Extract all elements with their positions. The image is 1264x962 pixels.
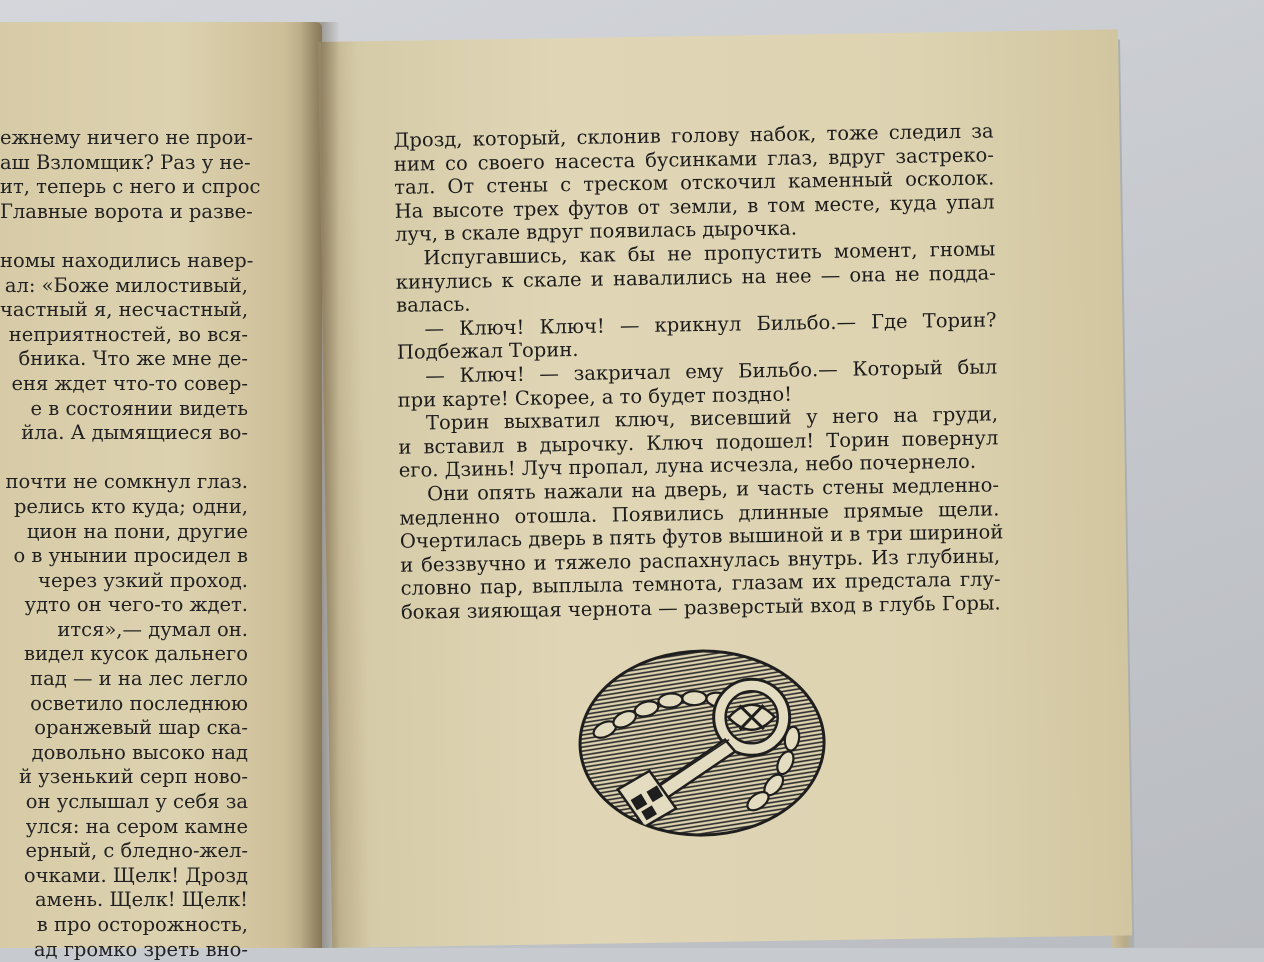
left-text-line: Главные ворота и разве- <box>0 199 253 223</box>
left-text-line: довольно высоко над <box>31 740 248 764</box>
left-text-line: почти не сомкнул глаз. <box>5 470 248 494</box>
left-page <box>0 22 322 961</box>
right-text-line: На высоте трех футов от земли, в том месте, куда упал <box>394 190 995 223</box>
left-text-line: улся: на сером камне <box>25 814 248 838</box>
left-text-line: йла. А дымящиеся во- <box>21 421 248 445</box>
left-text-line: в про осторожность, <box>36 913 248 936</box>
left-text-line: очками. Щелк! Дрозд <box>23 863 248 887</box>
left-text-line: через узкий проход. <box>38 568 248 592</box>
left-text-line: цион на пони, другие <box>26 519 248 543</box>
right-text-line: Дрозд, который, склонив голову набок, тоже следил за <box>393 119 994 152</box>
left-page-text <box>0 126 261 962</box>
left-text-line: ится»,— думал он. <box>57 617 248 641</box>
left-text-line: аш Взломщик? Раз у не- <box>0 150 251 174</box>
left-text-line: й узенький серп ново- <box>18 765 248 789</box>
left-text-line: пад — и на лес легло <box>30 667 248 691</box>
left-text-line: ежнему ничего не прои- <box>0 126 253 149</box>
left-text-line: бника. Что же мне де- <box>18 347 248 371</box>
right-text-line: бокая зияющая чернота — разверстый вход в глубь Горы. <box>400 591 1001 624</box>
left-text-line: релись кто куда; одни, <box>13 494 248 518</box>
key-chain-emblem-icon <box>576 646 829 840</box>
right-text-line: Подбежал Торин. <box>396 338 579 365</box>
left-text-line: о в унынии просидел в <box>13 544 248 568</box>
left-text-line: ал: «Боже милостивый, <box>4 273 248 297</box>
left-text-line: видел кусок дальнего <box>24 642 248 666</box>
right-text-line: кинулись к скале и навалились на нее — она не подда- <box>395 260 996 294</box>
right-text-line: его. Дзинь! Луч пропал, луна исчезла, небо почернело. <box>398 450 977 483</box>
left-text-line: ерный, с бледно-жел- <box>25 839 248 863</box>
left-text-line: он услышал у себя за <box>25 790 248 814</box>
right-page-text <box>393 119 1004 624</box>
right-text-line: луч, в скале вдруг появилась дырочка. <box>394 216 798 247</box>
left-text-line: оранжевый шар ска- <box>34 716 248 740</box>
book-gutter <box>300 22 340 948</box>
right-text-line: — Ключ! Ключ! — крикнул Бильбо.— Где Торин? <box>424 308 997 341</box>
left-text-line: ад громко зреть вно- <box>33 937 248 961</box>
left-text-line: неприятностей, во вся- <box>8 322 248 346</box>
right-text-line: Очертилась дверь в пять футов вышиной и в три шириной <box>399 520 1004 553</box>
right-text-line: и беззвучно и тяжело распахнулась внутрь. Из глубины, <box>400 544 1001 577</box>
right-text-line: — Ключ! — закричал ему Бильбо.— Который был <box>425 355 998 388</box>
right-text-line: при карте! Скорее, а то будет поздно! <box>397 382 793 412</box>
right-text-line: Торин выхватил ключ, висевший у него на груди, <box>425 402 999 435</box>
left-text-line: амень. Щелк! Щелк! <box>35 888 248 912</box>
right-text-line: валась. <box>395 292 471 317</box>
right-text-line: ним со своего насеста бусинками глаз, вдруг застреко- <box>393 142 995 176</box>
left-text-line: осветило последнюю <box>30 691 248 715</box>
left-text-line: е в состоянии видеть <box>30 396 248 420</box>
right-text-line: тал. От стены с треском отскочил каменный осколок. <box>394 166 995 200</box>
left-text-line: удто он чего-то ждет. <box>24 593 248 617</box>
left-text-line: ит, теперь с него и спрос <box>0 175 261 199</box>
right-text-line: словно пар, выплыла темнота, глазам их предстала глу- <box>400 567 1001 601</box>
left-text-line: номы находились навер- <box>0 248 254 272</box>
left-text-line <box>0 224 248 249</box>
left-text-line <box>0 446 248 471</box>
left-text-line: еня ждет что-то совер- <box>11 371 248 395</box>
right-text-line: медленно отошла. Появились длинные прямые щели. <box>399 496 1000 530</box>
right-text-line: Испугавшись, как бы не пропустить момент, гномы <box>423 237 996 270</box>
left-text-line: частный я, несчастный, <box>0 298 249 322</box>
right-text-line: и вставил в дырочку. Ключ подошел! Торин повернул <box>398 426 999 459</box>
right-page <box>318 29 1132 947</box>
right-text-line: Они опять нажали на дверь, и часть стены медленно- <box>426 473 1000 506</box>
